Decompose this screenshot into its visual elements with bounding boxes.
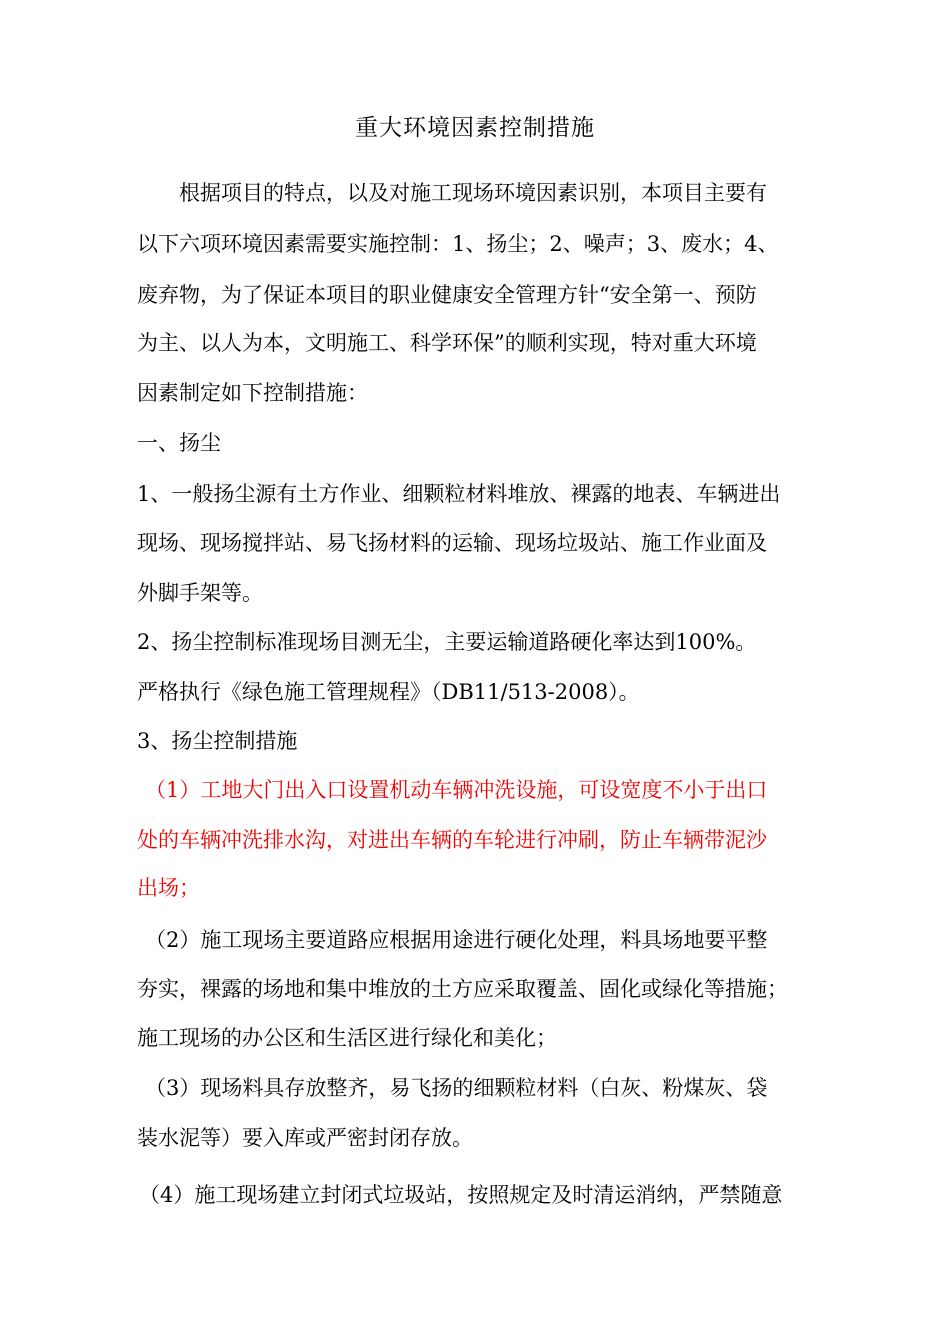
measure-3-line-1: （3）现场料具存放整齐，易飞扬的细颗粒材料（白灰、粉煤灰、袋 [145,1076,768,1100]
section-heading-dust: 一、扬尘 [137,431,221,455]
item-1-line-1: 1、一般扬尘源有土方作业、细颗粒材料堆放、裸露的地表、车辆进出 [137,482,781,506]
item-3-heading: 3、扬尘控制措施 [137,729,298,753]
item-2-line-1: 2、扬尘控制标准现场目测无尘，主要运输道路硬化率达到100%。 [137,630,757,654]
measure-1-line-3: 出场； [137,876,200,900]
item-2-line-2: 严格执行《绿色施工管理规程》（DB11/513-2008）。 [137,680,640,704]
measure-1-line-1: （1）工地大门出入口设置机动车辆冲洗设施，可设宽度不小于出口 [145,778,768,802]
intro-line-1: 根据项目的特点，以及对施工现场环境因素识别，本项目主要有 [137,181,767,205]
intro-line-3: 废弃物，为了保证本项目的职业健康安全管理方针“安全第一、预防 [137,283,757,307]
measure-2-line-2: 夯实，裸露的场地和集中堆放的土方应采取覆盖、固化或绿化等措施； [137,977,788,1001]
intro-line-2: 以下六项环境因素需要实施控制：1、扬尘；2、噪声；3、废水；4、 [137,232,779,256]
measure-2-line-3: 施工现场的办公区和生活区进行绿化和美化； [137,1026,557,1050]
item-1-line-2: 现场、现场搅拌站、易飞扬材料的运输、现场垃圾站、施工作业面及 [137,531,767,555]
item-1-line-3: 外脚手架等。 [137,581,263,605]
measure-4-line-1: （4）施工现场建立封闭式垃圾站，按照规定及时清运消纳，严禁随意 [139,1183,783,1207]
measure-2-line-1: （2）施工现场主要道路应根据用途进行硬化处理，料具场地要平整 [145,928,768,952]
intro-line-4: 为主、以人为本，文明施工、科学环保”的顺利实现，特对重大环境 [137,331,757,355]
measure-1-line-2: 处的车辆冲洗排水沟，对进出车辆的车轮进行冲刷，防止车辆带泥沙 [137,828,767,852]
measure-3-line-2: 装水泥等）要入库或严密封闭存放。 [137,1126,473,1150]
document-title: 重大环境因素控制措施 [355,115,595,141]
intro-line-5: 因素制定如下控制措施： [137,381,368,405]
